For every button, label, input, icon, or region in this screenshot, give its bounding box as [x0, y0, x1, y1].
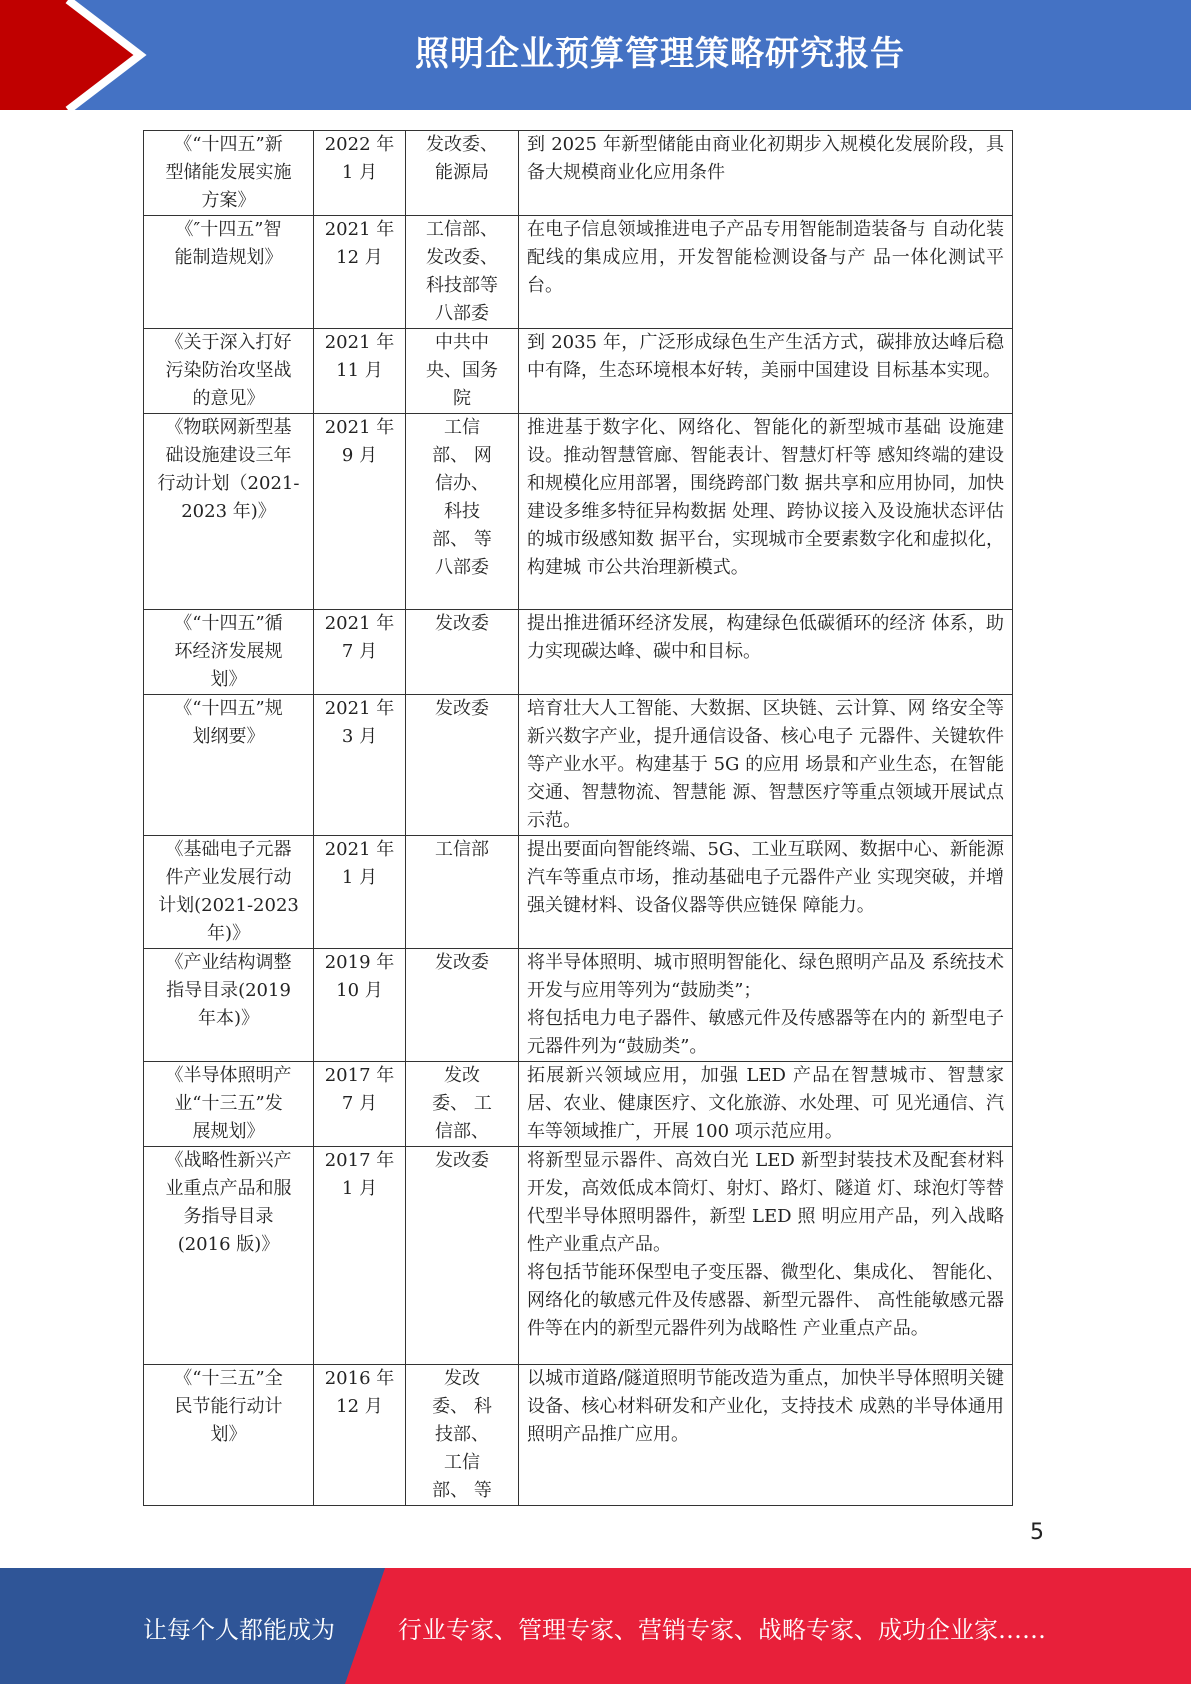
date-cell: 2021 年 12 月 [314, 216, 406, 329]
issuer-cell: 发改委 [406, 949, 519, 1062]
date-cell: 2021 年 3 月 [314, 695, 406, 836]
content-cell: 将半导体照明、城市照明智能化、绿色照明产品及 系统技术开发与应用等列为“鼓励类”； 将包括电力电子器件、敏感元件及传感器等在内的 新型电子元器件列为“鼓励类”。 [519, 949, 1013, 1062]
content-cell: 到 2025 年新型储能由商业化初期步入规模化发展阶段，具备大规模商业化应用条件 [519, 131, 1013, 216]
issuer-cell: 发改委 [406, 695, 519, 836]
footer-banner [0, 1568, 1191, 1684]
table-row [144, 1062, 1013, 1147]
policy-name-cell: 《产业结构调整 指导目录(2019 年本)》 [144, 949, 314, 1062]
document-title: 照明企业预算管理策略研究报告 [415, 34, 905, 74]
policy-name-cell: 《基础电子元器 件产业发展行动 计划(2021-2023 年)》 [144, 836, 314, 949]
date-cell: 2021 年 9 月 [314, 414, 406, 610]
policy-name-cell: 《“十四五”新 型储能发展实施 方案》 [144, 131, 314, 216]
policy-name-cell: 《“十三五”全 民节能行动计 划》 [144, 1365, 314, 1506]
content-cell: 在电子信息领域推进电子产品专用智能制造装备与 自动化装配线的集成应用，开发智能检测设备与产 品一体化测试平台。 [519, 216, 1013, 329]
date-cell: 2021 年 1 月 [314, 836, 406, 949]
issuer-cell: 发改 委、 工 信部、 [406, 1062, 519, 1147]
red-chevron-decoration [0, 0, 160, 110]
issuer-cell: 发改委 [406, 1147, 519, 1365]
policy-name-cell: 《“十四五”规 划纲要》 [144, 695, 314, 836]
content-cell: 到 2035 年，广泛形成绿色生产生活方式，碳排放达峰后稳中有降，生态环境根本好转，美丽中国建设 目标基本实现。 [519, 329, 1013, 414]
date-cell: 2017 年 7 月 [314, 1062, 406, 1147]
content-cell: 拓展新兴领域应用，加强 LED 产品在智慧城市、智慧家居、农业、健康医疗、文化旅游、水处理、可 见光通信、汽车等领域推广，开展 100 项示范应用。 [519, 1062, 1013, 1147]
date-cell: 2022 年 1 月 [314, 131, 406, 216]
content-cell: 将新型显示器件、高效白光 LED 新型封装技术及配套材料开发，高效低成本筒灯、射灯、路灯、隧道 灯、球泡灯等替代型半导体照明器件，新型 LED 照 明应用产品，列入战略性产业重点产品。 将包括节能环保型电子变压器、微型化、集成化、 智能化、网络化的敏感元件及传感器、新型元器件、 高性能敏感元器件等在内的新型元器件列为战略性 产业重点产品。 [519, 1147, 1013, 1365]
content-cell: 推进基于数字化、网络化、智能化的新型城市基础 设施建设。推动智慧管廊、智能表计、智慧灯杆等 感知终端的建设和规模化应用部署，围绕跨部门数 据共享和应用协同，加快建设多维多特征异构数据 处理、跨协议接入及设施状态评估的城市级感知数 据平台，实现城市全要素数字化和虚拟化，构建城 市公共治理新模式。 [519, 414, 1013, 610]
table-row [144, 695, 1013, 836]
issuer-cell: 工信部 [406, 836, 519, 949]
issuer-cell: 工信部、 发改委、 科技部等 八部委 [406, 216, 519, 329]
issuer-cell: 工信 部、 网 信办、 科技 部、 等 八部委 [406, 414, 519, 610]
header-banner [0, 0, 1191, 110]
table-row [144, 329, 1013, 414]
date-cell: 2021 年 7 月 [314, 610, 406, 695]
policy-name-cell: 《半导体照明产 业“十三五”发 展规划》 [144, 1062, 314, 1147]
policy-name-cell: 《物联网新型基 础设施建设三年 行动计划（2021- 2023 年)》 [144, 414, 314, 610]
table-row [144, 131, 1013, 216]
table-row [144, 836, 1013, 949]
date-cell: 2017 年 1 月 [314, 1147, 406, 1365]
content-cell: 以城市道路/隧道照明节能改造为重点，加快半导体照明关键设备、核心材料研发和产业化，支持技术 成熟的半导体通用照明产品推广应用。 [519, 1365, 1013, 1506]
table-row [144, 414, 1013, 610]
page-number: 5 [1030, 1520, 1044, 1545]
content-cell: 提出要面向智能终端、5G、工业互联网、数据中心、新能源汽车等重点市场，推动基础电子元器件产业 实现突破，并增强关键材料、设备仪器等供应链保 障能力。 [519, 836, 1013, 949]
policy-name-cell: 《“十四五”循 环经济发展规 划》 [144, 610, 314, 695]
issuer-cell: 发改委、 能源局 [406, 131, 519, 216]
table-row [144, 1147, 1013, 1365]
date-cell: 2021 年 11 月 [314, 329, 406, 414]
issuer-cell: 发改 委、 科 技部、 工信 部、 等 [406, 1365, 519, 1506]
policy-name-cell: 《关于深入打好 污染防治攻坚战 的意见》 [144, 329, 314, 414]
date-cell: 2019 年 10 月 [314, 949, 406, 1062]
policy-table [143, 130, 1013, 1506]
table-row [144, 949, 1013, 1062]
table-row [144, 1365, 1013, 1506]
issuer-cell: 中共中 央、国务 院 [406, 329, 519, 414]
policy-name-cell: 《″十四五”智 能制造规划》 [144, 216, 314, 329]
footer-slogan-right: 行业专家、管理专家、营销专家、战略专家、成功企业家…… [398, 1616, 1046, 1644]
policy-name-cell: 《战略性新兴产 业重点产品和服 务指导目录 (2016 版)》 [144, 1147, 314, 1365]
content-cell: 提出推进循环经济发展，构建绿色低碳循环的经济 体系，助力实现碳达峰、碳中和目标。 [519, 610, 1013, 695]
content-cell: 培育壮大人工智能、大数据、区块链、云计算、网 络安全等新兴数字产业，提升通信设备、核心电子 元器件、关键软件等产业水平。构建基于 5G 的应用 场景和产业生态，在智能交通、智慧物流、智慧能 源、智慧医疗等重点领域开展试点示范。 [519, 695, 1013, 836]
footer-slogan-left: 让每个人都能成为 [143, 1616, 335, 1644]
date-cell: 2016 年 12 月 [314, 1365, 406, 1506]
table-row [144, 216, 1013, 329]
table-row [144, 610, 1013, 695]
issuer-cell: 发改委 [406, 610, 519, 695]
